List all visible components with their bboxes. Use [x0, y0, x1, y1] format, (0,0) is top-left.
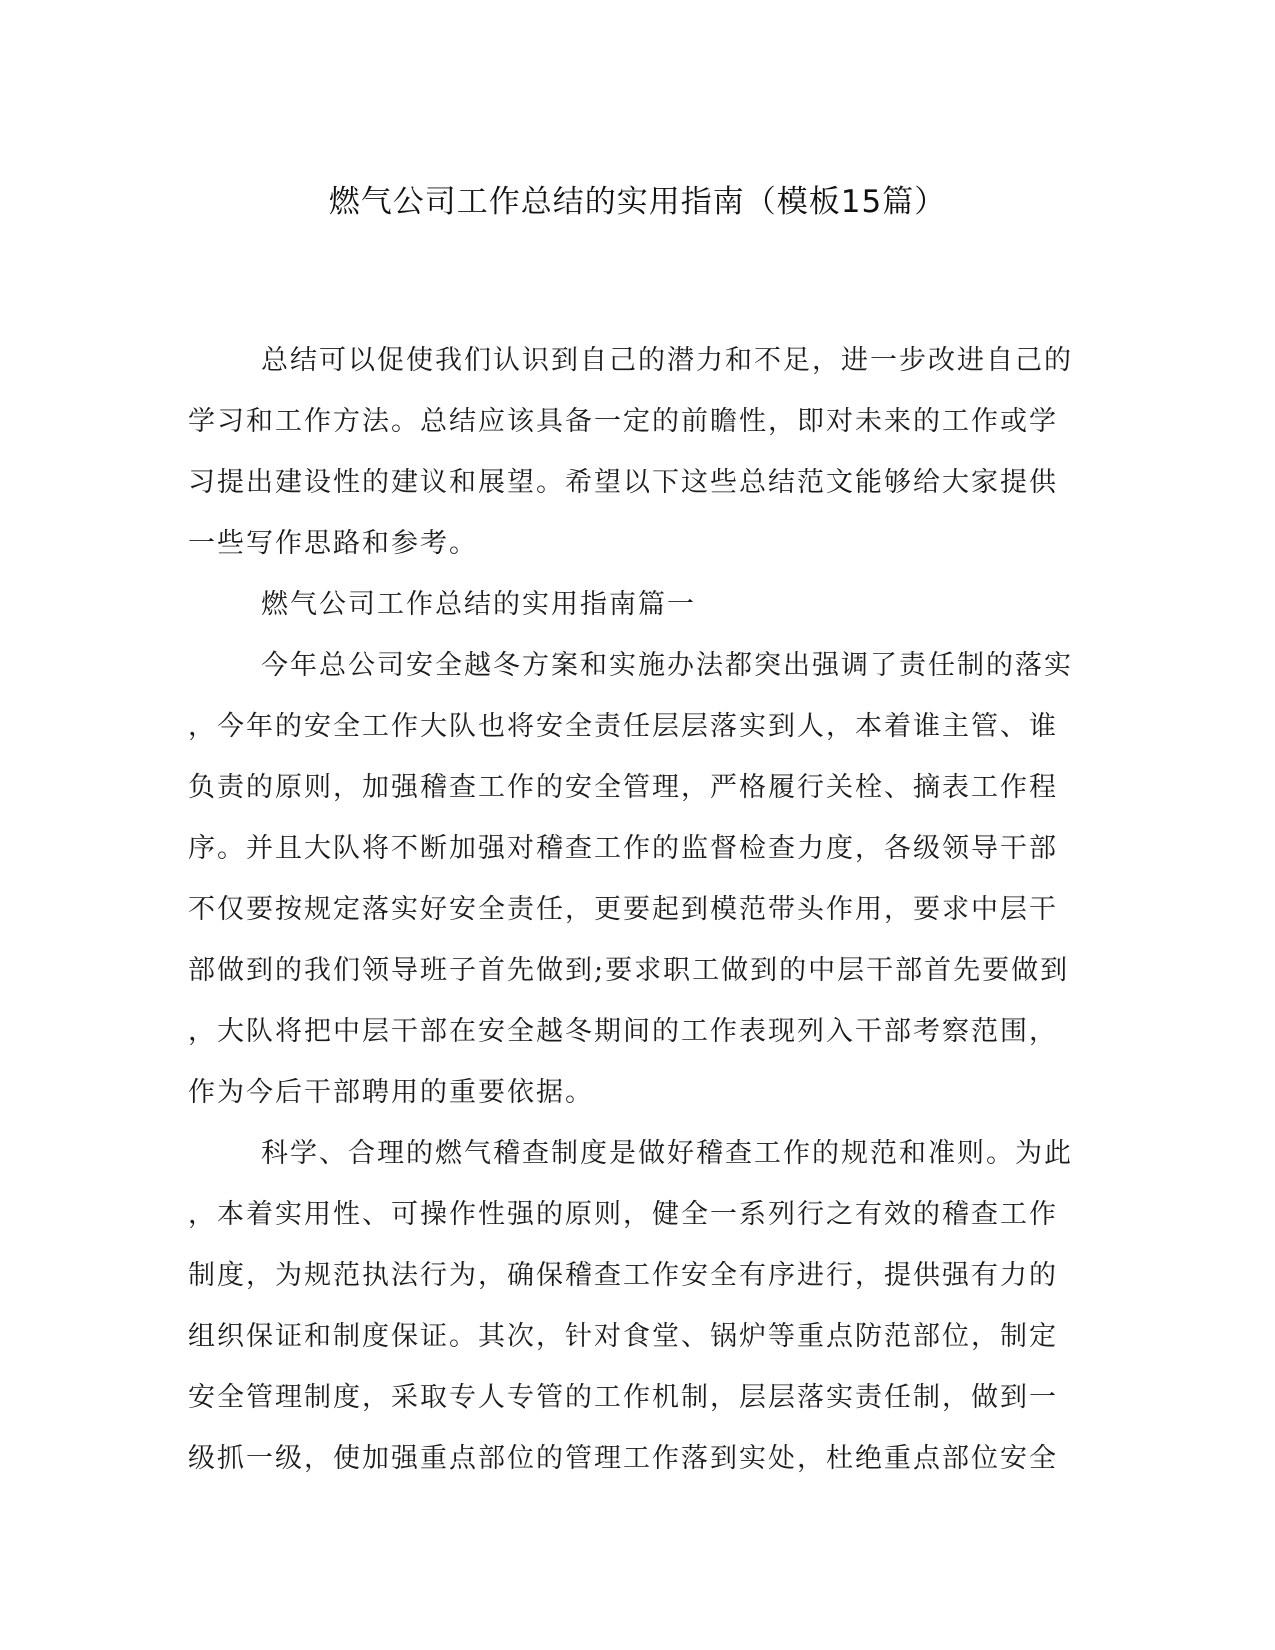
text-line: 燃气公司工作总结的实用指南篇一	[261, 589, 696, 620]
section-heading	[188, 574, 1088, 635]
text-line: 制度，为规范执法行为，确保稽查工作安全有序进行，提供强有力的	[188, 1260, 1058, 1291]
text-line: 总结可以促使我们认识到自己的潜力和不足，进一步改进自己的	[261, 345, 1073, 376]
paragraph-inspection-system	[188, 1123, 1088, 1489]
text-line: 科学、合理的燃气稽查制度是做好稽查工作的规范和准则。为此	[261, 1138, 1073, 1169]
text-line: 作为今后干部聘用的重要依据。	[188, 1077, 594, 1108]
text-line: 习提出建设性的建议和展望。希望以下这些总结范文能够给大家提供	[188, 467, 1058, 498]
text-line: 今年总公司安全越冬方案和实施办法都突出强调了责任制的落实	[261, 650, 1073, 681]
text-line: ，大队将把中层干部在安全越冬期间的工作表现列入干部考察范围，	[188, 1016, 1058, 1047]
text-line: 部做到的我们领导班子首先做到;要求职工做到的中层干部首先要做到	[188, 955, 1070, 986]
text-line: 级抓一级，使加强重点部位的管理工作落到实处，杜绝重点部位安全	[188, 1443, 1058, 1474]
text-line: 序。并且大队将不断加强对稽查工作的监督检查力度，各级领导干部	[188, 833, 1058, 864]
document-title: 燃气公司工作总结的实用指南（模板15篇）	[328, 184, 947, 220]
paragraph-safety-responsibility	[188, 635, 1088, 1123]
text-line: 一些写作思路和参考。	[188, 528, 478, 559]
paragraph-intro	[188, 330, 1088, 574]
text-line: 不仅要按规定落实好安全责任，更要起到模范带头作用，要求中层干	[188, 894, 1058, 925]
text-line: 组织保证和制度保证。其次，针对食堂、锅炉等重点防范部位，制定	[188, 1321, 1058, 1352]
text-line: 安全管理制度，采取专人专管的工作机制，层层落实责任制，做到一	[188, 1382, 1058, 1413]
text-line: ，今年的安全工作大队也将安全责任层层落实到人，本着谁主管、谁	[188, 711, 1058, 742]
document-body	[188, 330, 1088, 1489]
text-line: ，本着实用性、可操作性强的原则，健全一系列行之有效的稽查工作	[188, 1199, 1058, 1230]
text-line: 负责的原则，加强稽查工作的安全管理，严格履行关栓、摘表工作程	[188, 772, 1058, 803]
text-line: 学习和工作方法。总结应该具备一定的前瞻性，即对未来的工作或学	[188, 406, 1058, 437]
